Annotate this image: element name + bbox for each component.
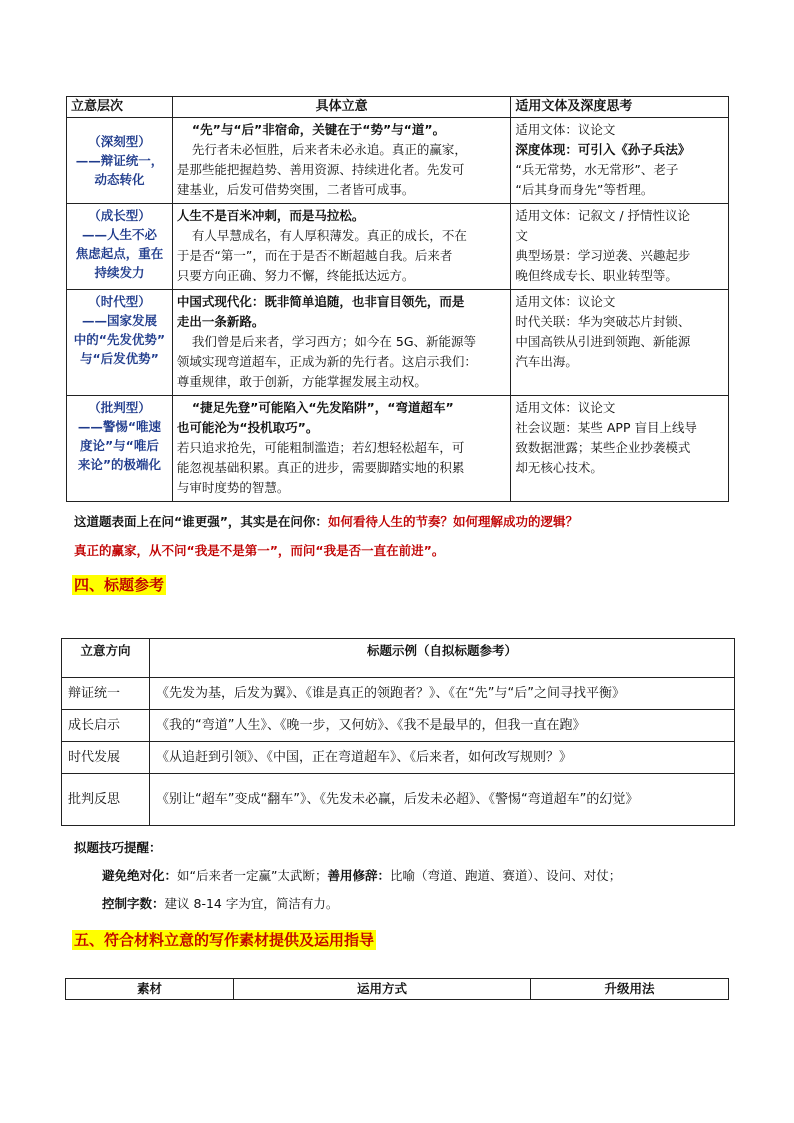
type-line: （时代型） (88, 294, 151, 309)
table-row (62, 678, 735, 710)
intent-cell (172, 290, 510, 396)
genre-line: 适用文体：议论文 (515, 400, 616, 415)
genre-cell (511, 204, 729, 290)
row-text: 《别让“超车”变成“翻车”》、《先发未必赢，后发未必超》、《警惕“弯道超车”的幻觉》 (150, 774, 735, 826)
type-cell (67, 204, 173, 290)
section-heading-4: 四、标题参考 (74, 576, 165, 594)
intent-line: 建基业，后发可借势突围，二者皆可成事。 (176, 182, 415, 197)
type-line: 焦虑起点，重在 (75, 246, 164, 261)
genre-line: 却无核心技术。 (515, 460, 603, 475)
row-text: 《我的“弯道”人生》、《晚一步，又何妨》、《我不是最早的，但我一直在跑》 (150, 710, 735, 742)
genre-cell (511, 118, 729, 204)
type-line: 持续发力 (94, 265, 145, 280)
type-line: 度论”与“唯后 (79, 438, 159, 453)
intent-line: 有人早慧成名，有人厚积薄发。真正的成长，不在 (191, 228, 467, 243)
type-line: 与“后发优势” (79, 351, 159, 366)
intent-line: 只要方向正确、努力不懈，终能抵达远方。 (176, 268, 415, 283)
type-cell (67, 396, 173, 502)
genre-line: 典型场景：学习逆袭、兴趣起步 (515, 248, 691, 263)
intent-cell (172, 204, 510, 290)
intent-line: “捷足先登”可能陷入“先发陷阱”，“弯道超车” (191, 400, 454, 415)
genre-line: 汽车出海。 (515, 354, 578, 369)
tips-line-2 (102, 894, 338, 912)
title-reference-table (61, 638, 735, 826)
tip-text: 如“后来者一定赢”太武断； (177, 868, 328, 883)
intent-cell (172, 396, 510, 502)
genre-line: 适用文体：议论文 (515, 294, 616, 309)
type-line: ——国家发展 (81, 313, 157, 328)
table-row (67, 290, 729, 396)
genre-line: 适用文体：记叙文 / 抒情性议论 (515, 208, 691, 223)
tip-label: 控制字数： (102, 896, 165, 911)
intent-line: 人生不是百米冲刺，而是马拉松。 (176, 208, 365, 223)
genre-line: 文 (515, 228, 528, 243)
section-heading-5: 五、符合材料立意的写作素材提供及运用指导 (74, 931, 375, 949)
type-line: （成长型） (88, 208, 151, 223)
header-upgrade: 升级用法 (531, 979, 729, 1000)
row-label: 批判反思 (62, 774, 150, 826)
header-usage: 运用方式 (234, 979, 531, 1000)
intent-line: 是那些能把握趋势、善用资源、持续进化者。先发可 (176, 162, 465, 177)
type-line: ——辩证统一， (75, 153, 164, 168)
intent-line: 尊重规律，敢于创新，方能掌握发展主动权。 (176, 374, 427, 389)
type-line: （深刻型） (88, 134, 151, 149)
type-line: ——警惕“唯速 (77, 419, 162, 434)
type-cell (67, 290, 173, 396)
row-label: 成长启示 (62, 710, 150, 742)
table-row (62, 710, 735, 742)
intent-line: 于是否“第一”，而在于是否不断超越自我。后来者 (176, 248, 453, 263)
intent-line: 也可能沦为“投机取巧”。 (176, 420, 319, 435)
genre-line: 时代关联：华为突破芯片封锁、 (515, 314, 691, 329)
header-material: 素材 (66, 979, 234, 1000)
material-table (65, 978, 729, 1000)
genre-line: 社会议题：某些 APP 盲目上线导 (515, 420, 697, 435)
row-label: 辩证统一 (62, 678, 150, 710)
genre-cell (511, 290, 729, 396)
tips-title: 拟题技巧提醒： (74, 840, 162, 855)
genre-cell (511, 396, 729, 502)
genre-line: “兵无常势，水无常形”、老子 (515, 162, 679, 177)
question-paragraph (74, 512, 578, 530)
genre-line: 适用文体：议论文 (515, 122, 616, 137)
table-header-row (62, 639, 735, 678)
type-line: ——人生不必 (81, 227, 157, 242)
table-row (67, 204, 729, 290)
type-line: 中的“先发优势” (73, 332, 166, 347)
header-direction: 立意方向 (62, 639, 150, 678)
table-row (67, 118, 729, 204)
header-level: 立意层次 (67, 97, 173, 118)
intent-line: 领域实现弯道超车，正成为新的先行者。这启示我们： (176, 354, 477, 369)
intent-line: 我们曾是后来者，学习西方；如今在 5G、新能源等 (191, 334, 477, 349)
genre-line: “后其身而身先”等哲理。 (515, 182, 654, 197)
winner-paragraph: 真正的赢家，从不问“我是不是第一”，而问“我是否一直在前进”。 (74, 543, 445, 558)
intent-levels-table (66, 96, 729, 502)
type-line: 动态转化 (94, 172, 145, 187)
table-row (62, 774, 735, 826)
row-text: 《从追赶到引领》、《中国，正在弯道超车》、《后来者，如何改写规则？》 (150, 742, 735, 774)
genre-line: 中国高铁从引进到领跑、新能源 (515, 334, 691, 349)
tips-line-1 (102, 866, 621, 884)
tip-label: 避免绝对化： (102, 868, 178, 883)
question-highlight: 如何看待人生的节奏？如何理解成功的逻辑？ (327, 514, 578, 529)
row-text: 《先发为基，后发为翼》、《谁是真正的领跑者？》、《在“先”与“后”之间寻找平衡》 (150, 678, 735, 710)
header-examples: 标题示例（自拟标题参考） (150, 639, 735, 678)
intent-line: 能忽视基础积累。真正的进步，需要脚踏实地的积累 (176, 460, 465, 475)
genre-line: 晚但终成专长、职业转型等。 (515, 268, 678, 283)
row-label: 时代发展 (62, 742, 150, 774)
table-row (67, 396, 729, 502)
table-header-row (67, 97, 729, 118)
intent-line: 走出一条新路。 (176, 314, 265, 329)
type-line: （批判型） (88, 400, 151, 415)
question-text: 这道题表面上在问“谁更强”，其实是在问你： (74, 514, 328, 529)
intent-line: “先”与“后”非宿命，关键在于“势”与“道”。 (191, 122, 446, 137)
intent-line: 若只追求抢先，可能粗制滥造；若幻想轻松超车，可 (176, 440, 465, 455)
table-row (62, 742, 735, 774)
header-intent: 具体立意 (172, 97, 510, 118)
intent-line: 中国式现代化：既非简单追随，也非盲目领先，而是 (176, 294, 465, 309)
intent-line: 与审时度势的智慧。 (176, 480, 290, 495)
tip-text: 比喻（弯道、跑道、赛道）、设问、对仗； (389, 868, 622, 883)
tip-text: 建议 8-14 字为宜，简洁有力。 (164, 896, 339, 911)
intent-cell (172, 118, 510, 204)
genre-line: 致数据泄露；某些企业抄袭模式 (515, 440, 691, 455)
table-header-row (66, 979, 729, 1000)
type-line: 来论”的极端化 (77, 457, 162, 472)
intent-line: 先行者未必恒胜，后来者未必永追。真正的赢家， (191, 142, 467, 157)
tip-label: 善用修辞： (327, 868, 390, 883)
genre-line: 深度体现：可引入《孙子兵法》 (515, 142, 691, 157)
type-cell (67, 118, 173, 204)
header-genre: 适用文体及深度思考 (511, 97, 729, 118)
